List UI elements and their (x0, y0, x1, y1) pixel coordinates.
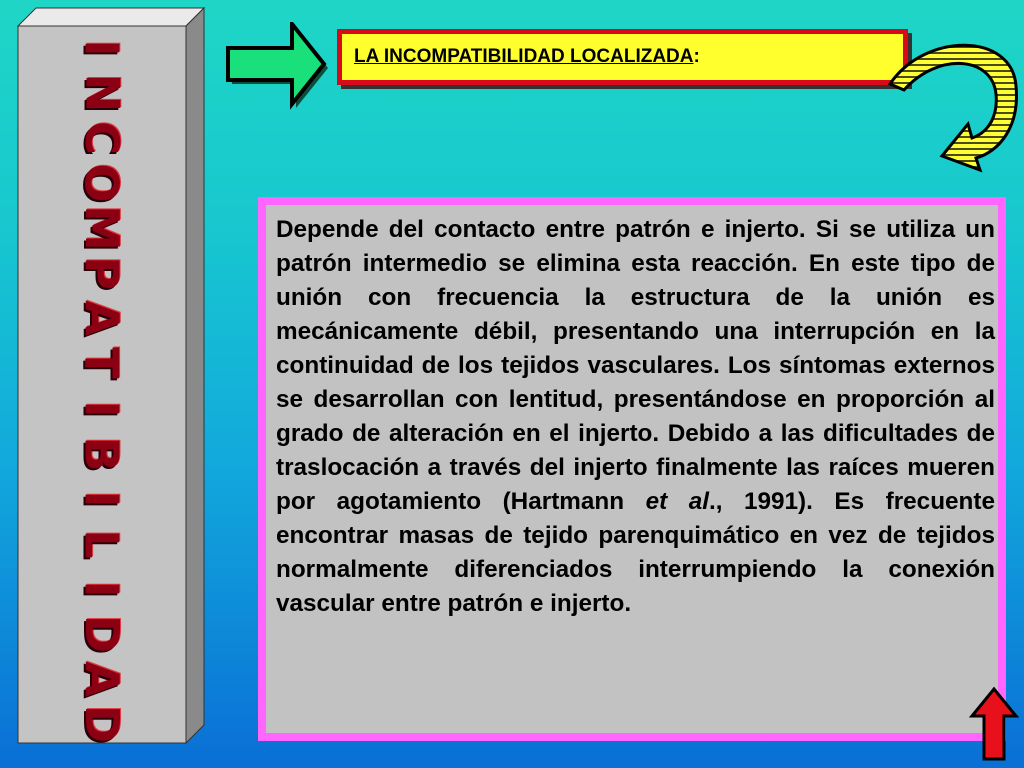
vertical-title-letter: L (75, 529, 129, 559)
vertical-title-letter: D (75, 614, 129, 653)
vertical-title-letter: I (75, 399, 129, 418)
title-box (337, 29, 908, 85)
vertical-title-letter: N (75, 73, 129, 113)
title-underlined: LA INCOMPATIBILIDAD LOCALIZADA (354, 46, 694, 67)
vertical-title-letter: A (74, 300, 129, 337)
up-arrow-icon[interactable] (969, 686, 1019, 762)
vertical-title-letter: I (75, 39, 129, 57)
vertical-title-letter: B (75, 436, 129, 472)
body-text-part1: Depende del contacto entre patrón e injerto. Si se utiliza un patrón intermedio se elimina esta reacción. En este tipo de unión con frecuencia la estructura de la unión es mecánicamente débil, presentando una interrupción en la continuidad de los tejidos vasculares. Los síntomas externos se desarrollan con lentitud, presentándose en proporción al grado de alteración en el injerto. Debido a las dificultades de traslocación a través del injerto finalmente las raíces mueren por agotamiento (Hartmann (276, 216, 995, 515)
body-paragraph (276, 213, 995, 621)
curved-arrow-icon[interactable] (880, 28, 1024, 192)
right-arrow-icon[interactable] (224, 22, 334, 114)
title-colon: : (693, 46, 700, 67)
vertical-title-letter: P (75, 256, 129, 291)
vertical-title (18, 26, 186, 746)
content-box (258, 197, 1006, 741)
vertical-title-letter: O (74, 163, 129, 203)
vertical-title-letter: T (74, 347, 129, 380)
page-title (354, 46, 700, 68)
vertical-title-letter: M (75, 205, 129, 252)
vertical-title-letter: I (75, 580, 129, 598)
vertical-title-letter: C (74, 121, 129, 156)
body-text-part2: ., 1991). Es frecuente encontrar masas de tejido parenquimático en vez de tejidos normalmente diferenciados interrumpiendo la conexión vascular entre patrón e injerto. (276, 488, 995, 617)
vertical-title-letter: A (74, 661, 129, 697)
vertical-title-letter: D (75, 704, 129, 744)
vertical-title-letter: I (75, 490, 129, 508)
body-text-italic: et al (645, 488, 709, 515)
